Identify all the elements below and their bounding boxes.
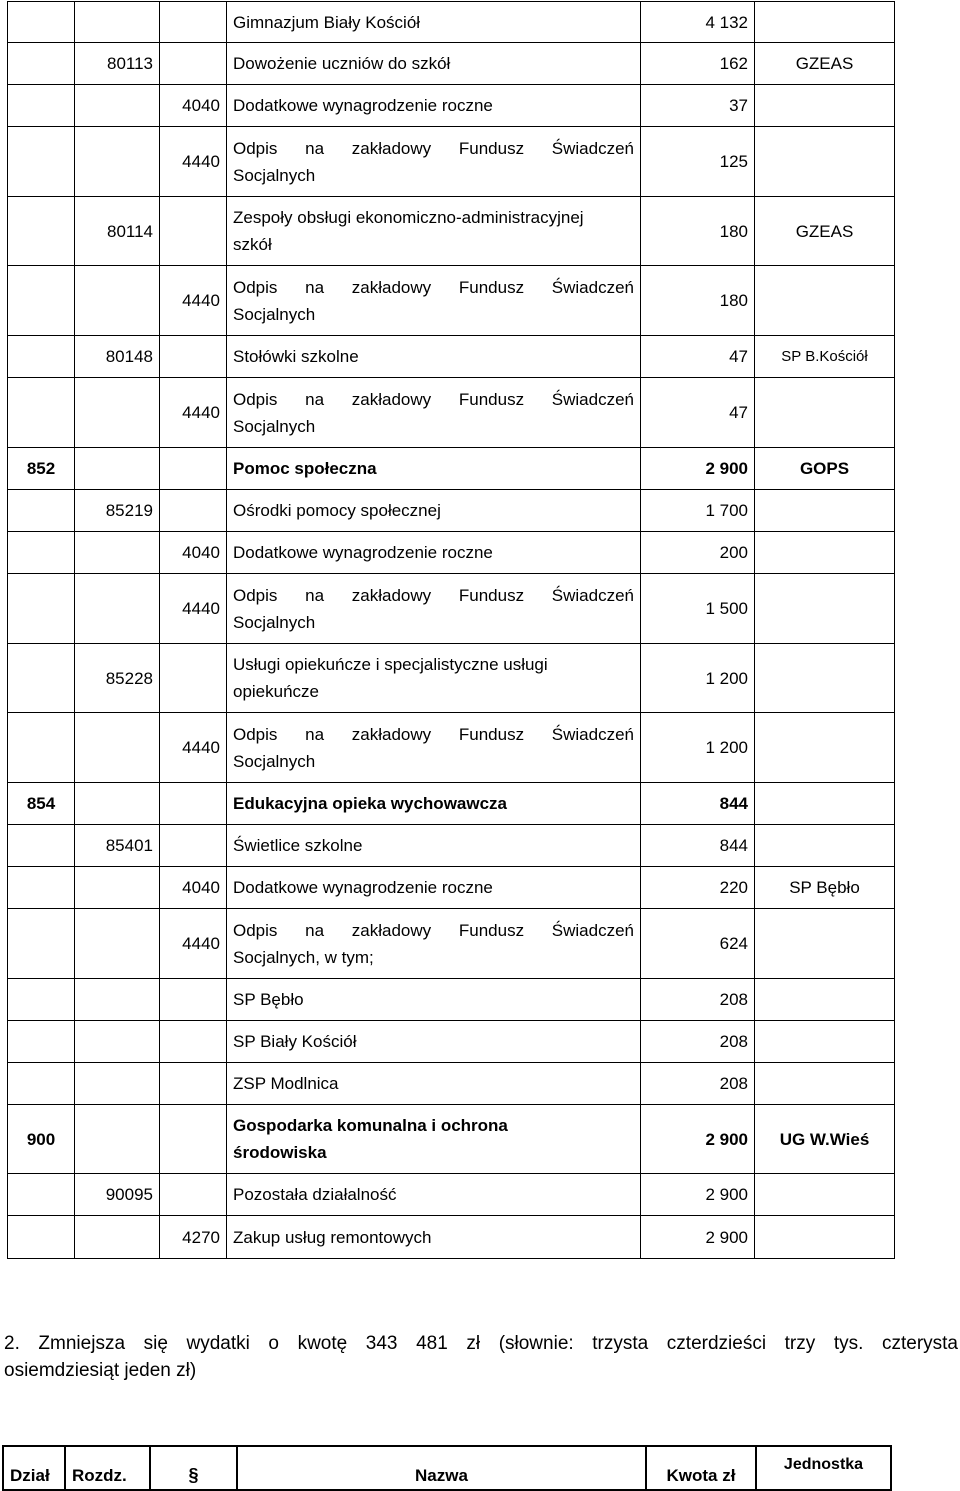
name-cell <box>227 378 641 448</box>
table-row <box>8 85 895 127</box>
paragraf-cell: 4040 <box>160 532 227 574</box>
rozdzial-cell <box>75 979 160 1021</box>
amount-cell: 180 <box>641 266 755 336</box>
table-row <box>8 825 895 867</box>
name-cell: Gimnazjum Biały Kościół <box>227 2 641 43</box>
table-row <box>8 2 895 43</box>
amount-cell: 2 900 <box>641 1105 755 1174</box>
amount-cell: 125 <box>641 127 755 197</box>
rozdzial-cell <box>75 713 160 783</box>
paragraf-cell <box>160 197 227 266</box>
rozdzial-cell <box>75 909 160 979</box>
name-cell: Dodatkowe wynagrodzenie roczne <box>227 532 641 574</box>
dzial-cell <box>8 532 75 574</box>
dzial-cell <box>8 1021 75 1063</box>
column-header-table <box>2 1445 892 1491</box>
table-row <box>8 1063 895 1105</box>
rozdzial-cell: 85228 <box>75 644 160 713</box>
name-cell <box>227 644 641 713</box>
dzial-cell <box>8 490 75 532</box>
paragraf-cell <box>160 1063 227 1105</box>
name-cell: Dodatkowe wynagrodzenie roczne <box>227 85 641 127</box>
rozdzial-cell <box>75 266 160 336</box>
amount-cell: 624 <box>641 909 755 979</box>
rozdzial-cell: 85219 <box>75 490 160 532</box>
amount-cell: 162 <box>641 43 755 85</box>
name-line: środowiska <box>233 1143 327 1162</box>
rozdzial-cell <box>75 2 160 43</box>
table-row <box>8 127 895 197</box>
dzial-cell <box>8 867 75 909</box>
unit-cell <box>755 266 895 336</box>
rozdzial-cell <box>75 532 160 574</box>
name-line: Usługi opiekuńcze i specjalistyczne usługi <box>233 655 548 674</box>
unit-cell: GZEAS <box>755 43 895 85</box>
amount-cell: 4 132 <box>641 2 755 43</box>
amount-cell: 47 <box>641 378 755 448</box>
table-row <box>8 1174 895 1216</box>
table-row <box>8 490 895 532</box>
name-cell: Pomoc społeczna <box>227 448 641 490</box>
rozdzial-cell <box>75 574 160 644</box>
amount-cell: 180 <box>641 197 755 266</box>
rozdzial-cell <box>75 1063 160 1105</box>
unit-cell <box>755 378 895 448</box>
name-cell: Świetlice szkolne <box>227 825 641 867</box>
amount-cell: 1 200 <box>641 644 755 713</box>
name-line: Zespoły obsługi ekonomiczno-administracyjnej <box>233 208 584 227</box>
rozdzial-cell: 80114 <box>75 197 160 266</box>
name-cell <box>227 127 641 197</box>
unit-cell <box>755 1216 895 1259</box>
paragraph-line: osiemdziesiąt jeden zł) <box>4 1360 197 1381</box>
table-row <box>8 1216 895 1259</box>
paragraf-cell <box>160 1174 227 1216</box>
paragraf-cell <box>160 1021 227 1063</box>
name-cell: ZSP Modlnica <box>227 1063 641 1105</box>
unit-cell <box>755 713 895 783</box>
unit-cell <box>755 2 895 43</box>
unit-cell <box>755 783 895 825</box>
dzial-cell <box>8 1063 75 1105</box>
header-paragraf: § <box>150 1446 237 1490</box>
rozdzial-cell: 80148 <box>75 336 160 378</box>
unit-cell: GZEAS <box>755 197 895 266</box>
paragraph-line: 2. Zmniejsza się wydatki o kwotę 343 481 zł (słownie: trzysta czterdzieści trzy tys. czterysta <box>4 1333 958 1354</box>
dzial-cell <box>8 378 75 448</box>
rozdzial-cell <box>75 127 160 197</box>
dzial-cell <box>8 574 75 644</box>
amount-cell: 208 <box>641 979 755 1021</box>
dzial-cell: 854 <box>8 783 75 825</box>
unit-cell <box>755 1174 895 1216</box>
name-line: Odpis na zakładowy Fundusz Świadczeń <box>233 138 634 158</box>
table-row <box>8 713 895 783</box>
name-line: Socjalnych <box>233 751 316 771</box>
paragraf-cell: 4270 <box>160 1216 227 1259</box>
amount-cell: 2 900 <box>641 1216 755 1259</box>
amount-cell: 208 <box>641 1021 755 1063</box>
paragraf-cell: 4440 <box>160 713 227 783</box>
unit-cell <box>755 490 895 532</box>
table-row <box>8 532 895 574</box>
dzial-cell <box>8 336 75 378</box>
name-line: Odpis na zakładowy Fundusz Świadczeń <box>233 724 634 744</box>
budget-table <box>7 1 895 1259</box>
dzial-cell: 852 <box>8 448 75 490</box>
name-cell: SP Bębło <box>227 979 641 1021</box>
rozdzial-cell <box>75 1105 160 1174</box>
name-cell <box>227 909 641 979</box>
name-line: Odpis na zakładowy Fundusz Świadczeń <box>233 277 634 297</box>
dzial-cell <box>8 127 75 197</box>
unit-cell: UG W.Wieś <box>755 1105 895 1174</box>
dzial-cell <box>8 1174 75 1216</box>
dzial-cell <box>8 2 75 43</box>
rozdzial-cell <box>75 378 160 448</box>
unit-cell <box>755 1021 895 1063</box>
dzial-cell <box>8 1216 75 1259</box>
unit-cell <box>755 574 895 644</box>
table-row <box>8 979 895 1021</box>
table-row <box>8 644 895 713</box>
table-row <box>8 448 895 490</box>
name-line: Socjalnych <box>233 612 316 632</box>
amount-cell: 2 900 <box>641 1174 755 1216</box>
paragraf-cell: 4440 <box>160 266 227 336</box>
name-line: Odpis na zakładowy Fundusz Świadczeń <box>233 920 634 940</box>
name-cell: Zakup usług remontowych <box>227 1216 641 1259</box>
rozdzial-cell <box>75 783 160 825</box>
unit-cell <box>755 644 895 713</box>
name-cell <box>227 266 641 336</box>
paragraf-cell <box>160 2 227 43</box>
dzial-cell <box>8 266 75 336</box>
paragraf-cell <box>160 448 227 490</box>
paragraf-cell <box>160 644 227 713</box>
amount-cell: 1 500 <box>641 574 755 644</box>
name-line: szkół <box>233 235 272 254</box>
paragraf-cell <box>160 979 227 1021</box>
rozdzial-cell <box>75 448 160 490</box>
header-dzial: Dział <box>3 1446 65 1490</box>
paragraf-cell: 4040 <box>160 867 227 909</box>
name-line: Socjalnych, w tym; <box>233 947 374 967</box>
table-row <box>8 197 895 266</box>
amount-cell: 1 200 <box>641 713 755 783</box>
table-row <box>8 1105 895 1174</box>
paragraf-cell <box>160 825 227 867</box>
rozdzial-cell <box>75 1216 160 1259</box>
name-cell: Edukacyjna opieka wychowawcza <box>227 783 641 825</box>
table-row <box>8 783 895 825</box>
name-line: Odpis na zakładowy Fundusz Świadczeń <box>233 585 634 605</box>
header-nazwa: Nazwa <box>237 1446 646 1490</box>
paragraf-cell <box>160 783 227 825</box>
rozdzial-cell: 80113 <box>75 43 160 85</box>
dzial-cell <box>8 85 75 127</box>
dzial-cell <box>8 43 75 85</box>
unit-cell: SP Bębło <box>755 867 895 909</box>
paragraf-cell: 4440 <box>160 378 227 448</box>
name-line: Socjalnych <box>233 416 316 436</box>
name-cell <box>227 574 641 644</box>
name-line: Socjalnych <box>233 165 316 185</box>
amount-cell: 208 <box>641 1063 755 1105</box>
unit-cell <box>755 909 895 979</box>
header-kwota: Kwota zł <box>646 1446 756 1490</box>
paragraf-cell <box>160 1105 227 1174</box>
amount-cell: 844 <box>641 825 755 867</box>
amount-cell: 220 <box>641 867 755 909</box>
amount-cell: 200 <box>641 532 755 574</box>
unit-cell <box>755 532 895 574</box>
unit-cell <box>755 127 895 197</box>
amount-cell: 37 <box>641 85 755 127</box>
table-row <box>8 867 895 909</box>
amount-cell: 1 700 <box>641 490 755 532</box>
unit-cell: GOPS <box>755 448 895 490</box>
paragraf-cell: 4440 <box>160 574 227 644</box>
dzial-cell <box>8 825 75 867</box>
table-row <box>8 378 895 448</box>
name-cell <box>227 1105 641 1174</box>
paragraf-cell <box>160 336 227 378</box>
name-line: opiekuńcze <box>233 682 320 701</box>
amount-cell: 2 900 <box>641 448 755 490</box>
unit-cell: SP B.Kościół <box>755 336 895 378</box>
name-cell <box>227 713 641 783</box>
paragraf-cell <box>160 43 227 85</box>
dzial-cell: 900 <box>8 1105 75 1174</box>
name-line: Odpis na zakładowy Fundusz Świadczeń <box>233 389 634 409</box>
table-row <box>8 1021 895 1063</box>
name-line: Gospodarka komunalna i ochrona <box>233 1116 508 1135</box>
amount-cell: 844 <box>641 783 755 825</box>
header-jednostka: Jednostka <box>756 1446 891 1490</box>
table-row <box>8 266 895 336</box>
paragraf-cell: 4440 <box>160 127 227 197</box>
name-line: Socjalnych <box>233 304 316 324</box>
name-cell: SP Biały Kościół <box>227 1021 641 1063</box>
header-row <box>3 1446 891 1490</box>
name-cell <box>227 197 641 266</box>
table-row <box>8 909 895 979</box>
paragraf-cell <box>160 490 227 532</box>
name-cell: Pozostała działalność <box>227 1174 641 1216</box>
table-row <box>8 574 895 644</box>
rozdzial-cell: 85401 <box>75 825 160 867</box>
dzial-cell <box>8 909 75 979</box>
name-cell: Stołówki szkolne <box>227 336 641 378</box>
dzial-cell <box>8 979 75 1021</box>
dzial-cell <box>8 644 75 713</box>
dzial-cell <box>8 197 75 266</box>
rozdzial-cell <box>75 85 160 127</box>
paragraf-cell: 4440 <box>160 909 227 979</box>
reduction-paragraph <box>4 1330 958 1384</box>
dzial-cell <box>8 713 75 783</box>
name-cell: Dodatkowe wynagrodzenie roczne <box>227 867 641 909</box>
amount-cell: 47 <box>641 336 755 378</box>
table-row <box>8 336 895 378</box>
name-cell: Dowożenie uczniów do szkół <box>227 43 641 85</box>
unit-cell <box>755 979 895 1021</box>
paragraf-cell: 4040 <box>160 85 227 127</box>
table-row <box>8 43 895 85</box>
unit-cell <box>755 825 895 867</box>
rozdzial-cell: 90095 <box>75 1174 160 1216</box>
rozdzial-cell <box>75 1021 160 1063</box>
name-cell: Ośrodki pomocy społecznej <box>227 490 641 532</box>
header-rozdzial: Rozdz. <box>65 1446 150 1490</box>
unit-cell <box>755 1063 895 1105</box>
unit-cell <box>755 85 895 127</box>
rozdzial-cell <box>75 867 160 909</box>
